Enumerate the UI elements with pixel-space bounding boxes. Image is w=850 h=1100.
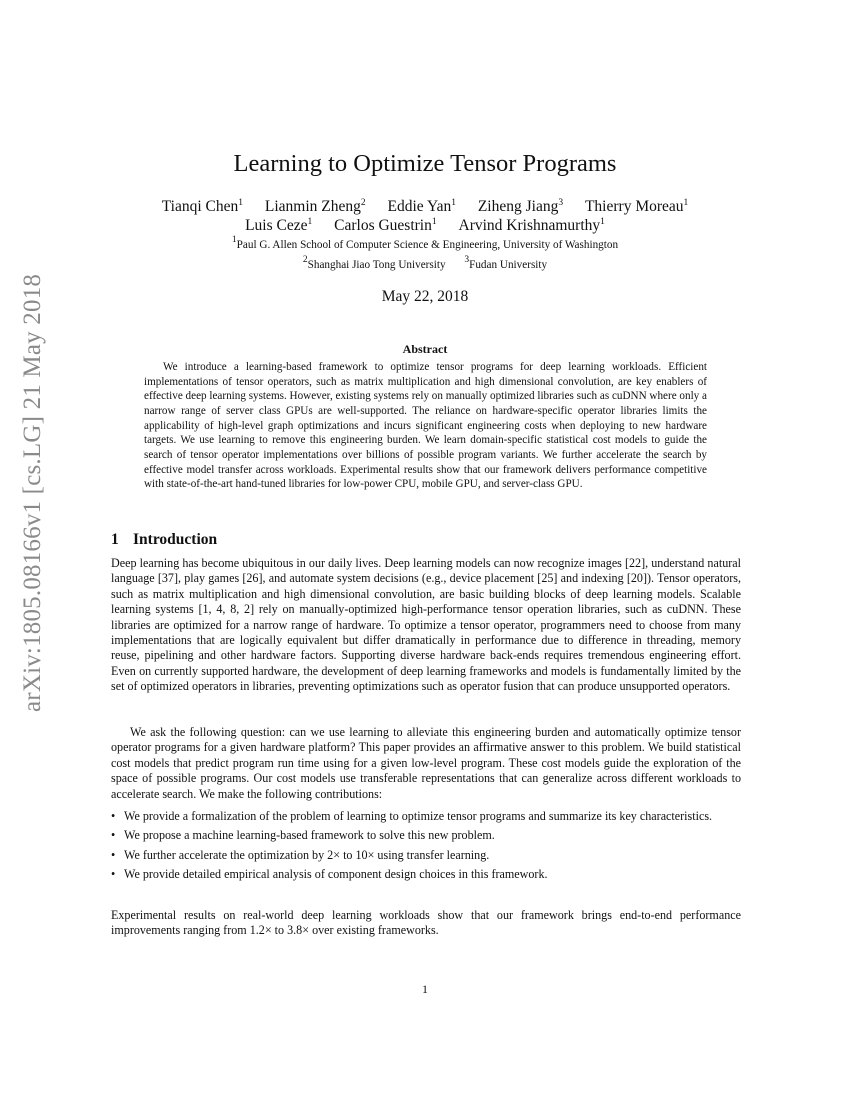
page-number: 1 [422, 982, 428, 996]
author: Arvind Krishnamurthy$^1$ [458, 217, 605, 234]
intro-paragraph-3: Experimental results on real-world deep learning workloads show that our framework brings end-to-end performance improvements ranging from 1.2× to 3.8× over existing frameworks. [111, 908, 741, 938]
abstract-text: We introduce a learning-based framework to optimize tensor programs for deep learning workloads. Efficient implementations of tensor operators, such as matrix multiplication and high dimensional convolution, are key enablers of effective deep learning systems. However, existing systems rely on manually optimized libraries such as cuDNN where only a narrow range of server class GPUs are well-supported. The reliance on hardware-specific operator libraries limits the applicability of high-level graph optimizations and incurs significant engineering costs when deploying to new hardware targets. We use learning to remove this engineering burden. We learn domain-specific statistical cost models to guide the search of tensor operator implementations over billions of possible program variants. We further accelerate the search by effective model transfer across workloads. Experimental results show that our framework delivers performance competitive with state-of-the-art hand-tuned libraries for low-power CPU, mobile GPU, and server-class GPU. [144, 361, 707, 491]
author: Tianqi Chen$^1$ [161, 198, 243, 215]
author-row-2 [0, 216, 850, 236]
section-number: 1 [111, 531, 119, 548]
list-item: • We further accelerate the optimization by 2× to 10× using transfer learning. [111, 847, 490, 862]
author: Luis Ceze$^1$ [245, 217, 313, 234]
author-row-1 [0, 197, 850, 217]
author: Ziheng Jiang$^3$ [477, 198, 564, 215]
intro-paragraph-1: Deep learning has become ubiquitous in our daily lives. Deep learning models can now recognize images [22], understand natural language [37], play games [26], and automate system decisions (e.g., device placement [25] and indexing [20]). Tensor operators, such as matrix multiplication and high dimensional convolution, are basic building blocks of deep learning models. Scalable learning systems [1, 4, 8, 2] rely on manually-optimized high-performance tensor operation libraries, such as cuDNN. These libraries are optimized for a narrow range of hardware. To optimize a tensor operator, programmers need to choose from many implementations that are logically equivalent but differ dramatically in performance due to difference in threading, memory reuse, pipelining and other hardware factors. Supporting diverse hardware back-ends requires tremendous engineering effort. Even on currently supported hardware, the development of deep learning frameworks and models is fundamentally limited by the set of optimized operators in libraries, preventing optimizations such as operator fusion that can produce unsupported operators. [111, 556, 741, 694]
bullet-icon: • [111, 867, 116, 882]
publication-date: May 22, 2018 [381, 288, 469, 305]
affiliation-line-2 [0, 255, 850, 273]
affiliation: $^2$Shanghai Jiao Tong University [302, 255, 446, 271]
author: Eddie Yan$^1$ [387, 198, 456, 215]
list-item: • We propose a machine learning-based framework to solve this new problem. [111, 828, 495, 843]
section-title: Introduction [133, 531, 218, 548]
section-heading [111, 530, 217, 550]
author: Carlos Guestrin$^1$ [334, 217, 437, 234]
list-item: • We provide detailed empirical analysis of component design choices in this framework. [111, 867, 548, 882]
list-item: • We provide a formalization of the problem of learning to optimize tensor programs and summarize its key characteristics. [111, 809, 713, 823]
author: Lianmin Zheng$^2$ [264, 198, 366, 215]
arxiv-stamp: arXiv:1805.08166v1 [cs.LG] 21 May 2018 [19, 273, 46, 712]
author: Thierry Moreau$^1$ [584, 198, 689, 215]
abstract-heading: Abstract [402, 342, 448, 356]
paper-title: Learning to Optimize Tensor Programs [233, 150, 617, 177]
affiliation: $^1$Paul G. Allen School of Computer Science & Engineering, University of Washington [231, 235, 619, 251]
bullet-icon: • [111, 809, 116, 823]
affiliation: $^3$Fudan University [464, 255, 548, 271]
bullet-icon: • [111, 847, 116, 862]
bullet-icon: • [111, 828, 116, 843]
contributions-list [111, 809, 741, 887]
intro-paragraph-2: We ask the following question: can we use learning to alleviate this engineering burden and automatically optimize tensor operator programs for a given hardware platform? This paper provides an affirmative answer to this problem. We build statistical cost models that predict program run time using for a given low-level program. These cost models guide the exploration of the space of possible programs. Our cost models use transferable representations that can generalize across different workloads to accelerate search. We make the following contributions: [111, 725, 741, 801]
affiliation-line-1 [0, 235, 850, 253]
